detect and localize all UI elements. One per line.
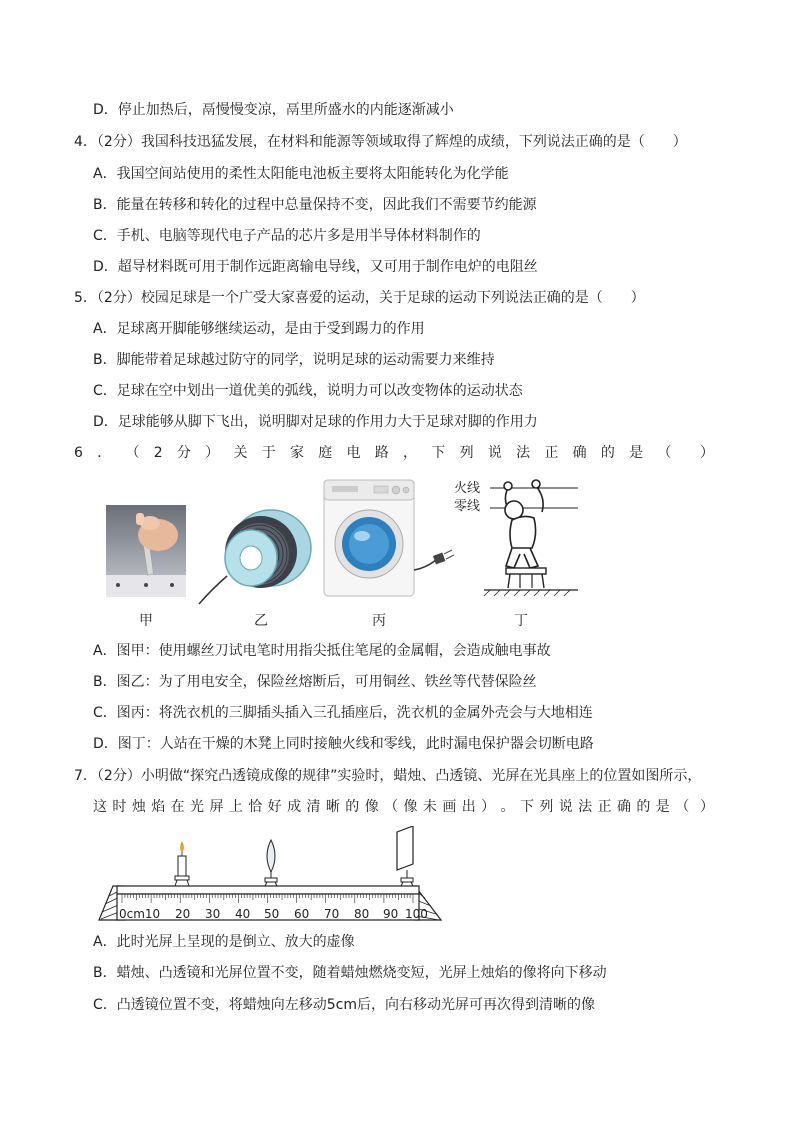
q6-stem-char: 于 — [261, 445, 276, 461]
q6-stem-char: 列 — [459, 445, 474, 461]
q7-stem-line1: 7．（2分）小明做“探究凸透镜成像的规律”实验时，蜡烛、凸透镜、光屏在光具座上的位置如图所示， — [74, 768, 702, 784]
q6-stem-char: 分 — [176, 445, 191, 461]
ruler-label-90: 90 — [383, 907, 399, 921]
q6-stem-char: 6 — [74, 445, 83, 461]
q6-stem-char: 说 — [487, 445, 502, 461]
q7-stem-char: 光 — [190, 799, 205, 815]
ruler-label-50: 50 — [264, 907, 280, 921]
q4-option-a: A．我国空间站使用的柔性太阳能电池板主要将太阳能转化为化学能 — [93, 166, 509, 182]
q7-option-c: C．凸透镜位置不变，将蜡烛向左移动5cm后，向右移动光屏可再次得到清晰的像 — [93, 997, 596, 1013]
q7-stem-char: 说 — [558, 799, 573, 815]
q7-stem-char: （ — [384, 799, 399, 815]
convex-lens-icon — [265, 840, 277, 886]
caption-bing: 丙 — [372, 613, 386, 629]
q7-stem-char: 下 — [519, 799, 534, 815]
q7-stem-char: 烛 — [131, 799, 146, 815]
caption-yi: 乙 — [254, 613, 268, 629]
q6-stem-char: 电 — [346, 445, 361, 461]
q7-stem-char: 确 — [616, 799, 631, 815]
caption-jia: 甲 — [139, 613, 153, 629]
ruler-label-30: 30 — [205, 907, 221, 921]
q7-stem-char: （ — [675, 799, 690, 815]
label-neutral-wire: 零线 — [454, 499, 481, 514]
q7-stem-char: 的 — [636, 799, 651, 815]
q4-option-c: C．手机、电脑等现代电子产品的芯片多是用半导体材料制作的 — [93, 228, 481, 244]
q4-stem: 4．（2分）我国科技迅猛发展，在材料和能源等领域取得了辉煌的成绩，下列说法正确的是（ ） — [74, 134, 687, 150]
q6-option-d: D．图丁：人站在干燥的木凳上同时接触火线和零线，此时漏电保护器会切断电路 — [93, 736, 594, 752]
q7-stem-char: 。 — [500, 799, 515, 815]
q7-stem-char: 上 — [228, 799, 243, 815]
q6-option-c: C．图丙：将洗衣机的三脚插头插入三孔插座后，洗衣机的金属外壳会与大地相连 — [93, 705, 593, 721]
q5-option-d: D．足球能够从脚下飞出，说明脚对足球的作用力大于足球对脚的作用力 — [93, 414, 538, 430]
q7-stem-char: 好 — [267, 799, 282, 815]
q6-stem-char: 法 — [516, 445, 531, 461]
q7-stem-char: 在 — [170, 799, 185, 815]
test-pen-figure — [106, 505, 186, 597]
q6-stem-char: （ — [657, 445, 672, 461]
caption-ding: 丁 — [514, 613, 528, 629]
q7-stem-char: 画 — [442, 799, 457, 815]
ruler-label-60: 60 — [294, 907, 310, 921]
q5-stem: 5．（2分）校园足球是一个广受大家喜爱的运动，关于足球的运动下列说法正确的是（ ） — [74, 290, 645, 306]
q6-stem-char: ） — [699, 445, 714, 461]
q7-stem-char: 清 — [306, 799, 321, 815]
q4-option-d: D．超导材料既可用于制作远距离输电导线，又可用于制作电炉的电阻丝 — [93, 259, 538, 275]
q7-stem-char: 焰 — [151, 799, 166, 815]
q6-stem-char: 正 — [544, 445, 559, 461]
q7-stem-char: 晰 — [325, 799, 340, 815]
q7-stem-char: 恰 — [248, 799, 263, 815]
q7-option-a: A．此时光屏上呈现的是倒立、放大的虚像 — [93, 934, 355, 950]
q7-stem-char: 成 — [287, 799, 302, 815]
q5-option-a: A．足球离开脚能够继续运动，是由于受到踢力的作用 — [93, 321, 425, 337]
washing-machine-figure — [322, 478, 457, 600]
ruler-label-20: 20 — [175, 907, 191, 921]
ruler-label-70: 70 — [324, 907, 340, 921]
q6-stem-char: 是 — [629, 445, 644, 461]
q4-option-b: B．能量在转移和转化的过程中总量保持不变，因此我们不需要节约能源 — [93, 197, 537, 213]
person-wires-figure — [450, 474, 590, 600]
q6-stem-char: ） — [205, 445, 220, 461]
q7-stem-char: 未 — [422, 799, 437, 815]
q6-option-b: B．图乙：为了用电安全，保险丝熔断后，可用铜丝、铁丝等代替保险丝 — [93, 674, 537, 690]
q7-stem-char: 出 — [461, 799, 476, 815]
q6-stem-char: ． — [97, 445, 112, 461]
label-live-wire: 火线 — [454, 481, 481, 496]
q7-stem-char: 法 — [578, 799, 593, 815]
q7-stem-char: 列 — [539, 799, 554, 815]
q5-option-c: C．足球在空中划出一道优美的弧线，说明力可以改变物体的运动状态 — [93, 383, 523, 399]
q7-stem-char: 像 — [403, 799, 418, 815]
light-screen-icon — [397, 826, 413, 886]
candle-icon — [175, 842, 189, 886]
wire-spool-figure — [193, 500, 318, 608]
q6-stem — [74, 443, 714, 463]
q7-stem-char: ） — [700, 799, 714, 815]
q6-option-a: A．图甲：使用螺丝刀试电笔时用指尖抵住笔尾的金属帽，会造成触电事故 — [93, 643, 551, 659]
q6-stem-char: （ — [125, 445, 140, 461]
q7-stem-char: 的 — [345, 799, 360, 815]
q7-stem-char: 正 — [597, 799, 612, 815]
ruler-label-80: 80 — [354, 907, 370, 921]
q6-stem-char: 下 — [431, 445, 446, 461]
q7-option-b: B．蜡烛、凸透镜和光屏位置不变，随着蜡烛燃烧变短，光屏上烛焰的像将向下移动 — [93, 965, 607, 981]
q5-option-b: B．脚能带着足球越过防守的同学，说明足球的运动需要力来维持 — [93, 352, 495, 368]
q6-stem-char: 确 — [572, 445, 587, 461]
q7-stem-char: 是 — [655, 799, 670, 815]
q7-stem-char: 屏 — [209, 799, 224, 815]
q6-stem-char: ， — [403, 445, 418, 461]
optical-bench-figure — [95, 826, 445, 926]
ruler-label-40: 40 — [235, 907, 251, 921]
q7-stem-char: ） — [481, 799, 496, 815]
q6-stem-char: 的 — [600, 445, 615, 461]
ruler-label-100: 100 — [405, 907, 428, 921]
q6-stem-char: 路 — [374, 445, 389, 461]
q6-stem-char: 关 — [233, 445, 248, 461]
q7-stem-char: 时 — [112, 799, 127, 815]
q7-stem-char: 像 — [364, 799, 379, 815]
q7-stem-line2 — [93, 797, 714, 817]
q7-stem-char: 这 — [93, 799, 107, 815]
q3-option-d: D．停止加热后，鬲慢慢变凉，鬲里所盛水的内能逐渐减小 — [93, 102, 454, 118]
q6-stem-char: 家 — [289, 445, 304, 461]
ruler-label-0cm10: 0cm10 — [119, 907, 161, 921]
q6-stem-char: 2 — [153, 445, 163, 461]
q6-stem-char: 庭 — [318, 445, 333, 461]
